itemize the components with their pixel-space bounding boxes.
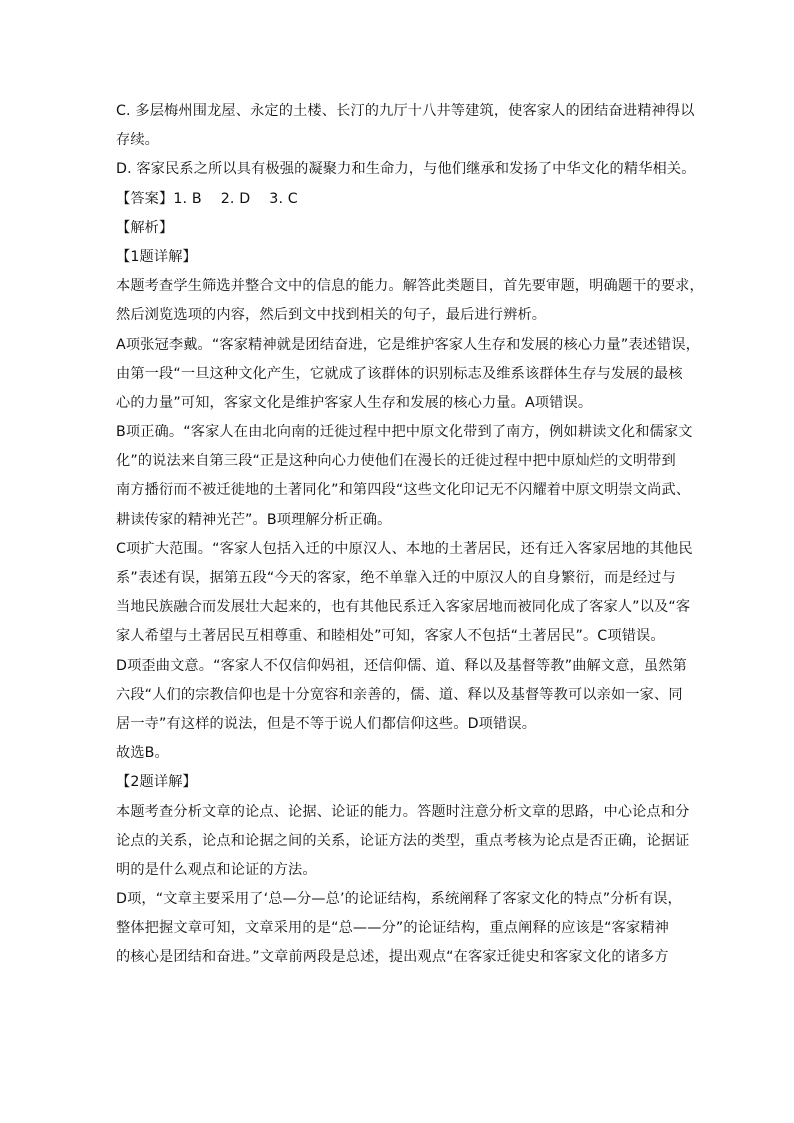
- q1-option-c-line: 当地民族融合而发展壮大起来的，也有其他民系迁入客家居地而被同化成了客家人”以及“客: [116, 599, 691, 616]
- q2-detail-heading: 【2题详解】: [116, 774, 197, 791]
- q1-option-c-line: 系”表述有误，据第五段“今天的客家，绝不单靠入迁的中原汉人的自身繁衍，而是经过与: [116, 570, 676, 586]
- q1-option-b-line: 化”的说法来自第三段“正是这种向心力使他们在漫长的迁徙过程中把中原灿烂的文明带到: [116, 453, 676, 470]
- q1-option-d-line: 居一寺”有这样的说法，但是不等于说人们都信仰这些。D项错误。: [116, 715, 537, 732]
- analysis-heading: 【解析】: [116, 219, 174, 236]
- q2-paragraph-line: 论点的关系，论点和论据之间的关系，论证方法的类型，重点考核为论点是否正确，论据证: [116, 832, 690, 849]
- q1-option-a-line: 心的力量”可知，客家文化是维护客家人生存和发展的核心力量。A项错误。: [116, 394, 593, 411]
- option-d-line: D. 客家民系之所以具有极强的凝聚力和生命力，与他们继承和发扬了中华文化的精华相关。: [116, 161, 696, 178]
- option-c-line-1: C. 多层梅州围龙屋、永定的土楼、长汀的九厅十八井等建筑，使客家人的团结奋进精神得以: [116, 103, 695, 119]
- q1-option-b-line: 耕读传家的精神光芒”。B项理解分析正确。: [116, 511, 392, 528]
- q1-option-a-line: A项张冠李戴。“客家精神就是团结奋进，它是维护客家人生存和发展的核心力量”表述错误，: [116, 336, 701, 353]
- q1-option-c-line: C项扩大范围。“客家人包括入迁的中原汉人、本地的土著居民，还有迁入客家居地的其他民: [116, 540, 693, 557]
- q2-paragraph-line: 本题考查分析文章的论点、论据、论证的能力。答题时注意分析文章的思路，中心论点和分: [116, 803, 690, 820]
- q1-option-d-line: D项歪曲文意。“客家人不仅信仰妈祖，还信仰儒、道、释以及基督等教”曲解文意，虽然第: [116, 657, 687, 674]
- q1-option-d-line: 六段“人们的宗教信仰也是十分宽容和亲善的，儒、道、释以及基督等教可以亲如一家、同: [116, 686, 683, 703]
- answer-line: 【答案】1. B 2. D 3. C: [116, 190, 298, 207]
- q2-option-d-line: 的核心是团结和奋进。”文章前两段是总述，提出观点“在客家迁徙史和客家文化的诸多方: [116, 949, 669, 966]
- document-page: [116, 97, 704, 973]
- q1-detail-heading: 【1题详解】: [116, 248, 197, 265]
- q2-option-d-line: 整体把握文章可知，文章采用的是“总——分”的论证结构，重点阐释的应该是“客家精神: [116, 920, 669, 937]
- q1-paragraph-line: 本题考查学生筛选并整合文中的信息的能力。解答此类题目，首先要审题，明确题干的要求，: [116, 278, 704, 295]
- q1-conclusion: 故选B。: [116, 745, 169, 762]
- q1-paragraph-line: 然后浏览选项的内容，然后到文中找到相关的句子，最后进行辨析。: [116, 307, 547, 324]
- q1-option-b-line: 南方播衍而不被迁徙地的土著同化”和第四段“这些文化印记无不闪耀着中原文明崇文尚武、: [116, 482, 691, 499]
- q2-option-d-line: D项，“文章主要采用了‘总—分—总’的论证结构，系统阐释了客家文化的特点”分析有误，: [116, 891, 682, 908]
- q2-paragraph-line: 明的是什么观点和论证的方法。: [116, 861, 317, 878]
- option-c-line-2: 存续。: [116, 132, 160, 149]
- q1-option-c-line: 家人希望与土著居民互相尊重、和睦相处”可知，客家人不包括“土著居民”。C项错误。: [116, 628, 665, 645]
- q1-option-a-line: 由第一段“一旦这种文化产生，它就成了该群体的识别标志及维系该群体生存与发展的最核: [116, 365, 683, 382]
- q1-option-b-line: B项正确。“客家人在由北向南的迁徙过程中把中原文化带到了南方，例如耕读文化和儒家文: [116, 424, 693, 441]
